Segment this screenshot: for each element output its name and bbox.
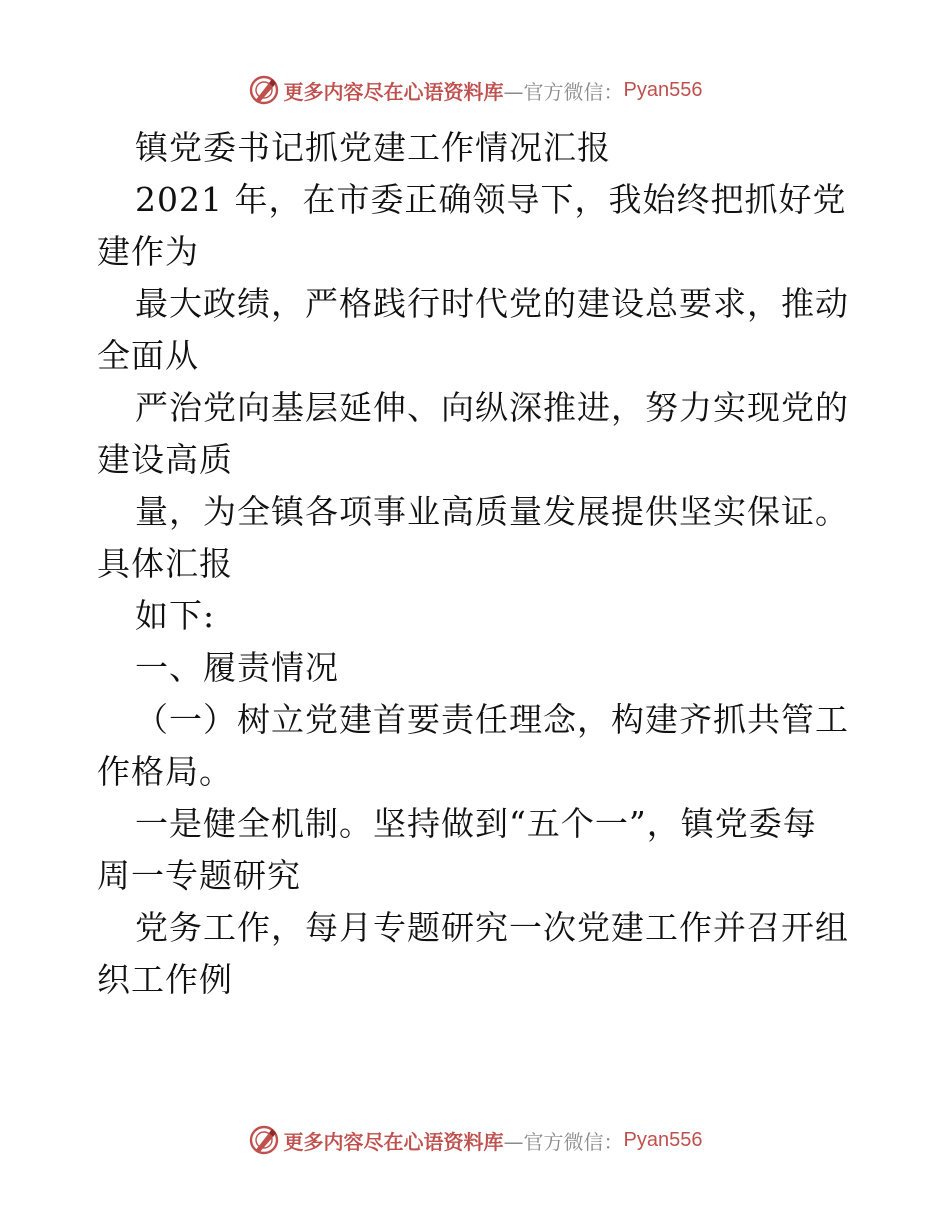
watermark-text: 更多内容尽在心语资料库: [283, 79, 504, 104]
paragraph-line: 党务工作，每月专题研究一次党建工作并召开组: [135, 908, 849, 947]
section-heading: 一、履责情况: [135, 648, 339, 687]
paragraph-line: 作格局。: [97, 752, 233, 791]
document-title: 镇党委书记抓党建工作情况汇报: [135, 128, 611, 167]
watermark-footer: [0, 1120, 950, 1160]
watermark-separator: —官方微信：: [503, 79, 624, 104]
paragraph-line: 建作为: [97, 232, 199, 271]
document-body: [97, 122, 857, 1006]
paragraph-line: 织工作例: [97, 960, 233, 999]
pen-logo-icon: [248, 74, 280, 106]
subsection-heading: （一）树立党建首要责任理念，构建齐抓共管工: [135, 700, 849, 739]
watermark-wechat-id: Pyan556: [623, 78, 703, 101]
paragraph-line: 全面从: [97, 336, 199, 375]
watermark-header: [0, 70, 950, 110]
paragraph-line: 建设高质: [97, 440, 233, 479]
watermark-wechat-id: Pyan556: [623, 1128, 703, 1151]
paragraph-line: 周一专题研究: [97, 856, 301, 895]
paragraph-line: 一是健全机制。坚持做到“五个一”，镇党委每: [135, 804, 817, 843]
paragraph-line: 2021 年，在市委正确领导下，我始终把抓好党: [135, 180, 847, 219]
paragraph-line: 如下:: [135, 596, 216, 635]
paragraph-line: 具体汇报: [97, 544, 233, 583]
watermark-text: 更多内容尽在心语资料库: [283, 1129, 504, 1154]
watermark-separator: —官方微信：: [503, 1129, 624, 1154]
pen-logo-icon: [248, 1124, 280, 1156]
paragraph-line: 严治党向基层延伸、向纵深推进，努力实现党的: [135, 388, 849, 427]
paragraph-line: 最大政绩，严格践行时代党的建设总要求，推动: [135, 284, 849, 323]
paragraph-line: 量，为全镇各项事业高质量发展提供坚实保证。: [135, 492, 849, 531]
